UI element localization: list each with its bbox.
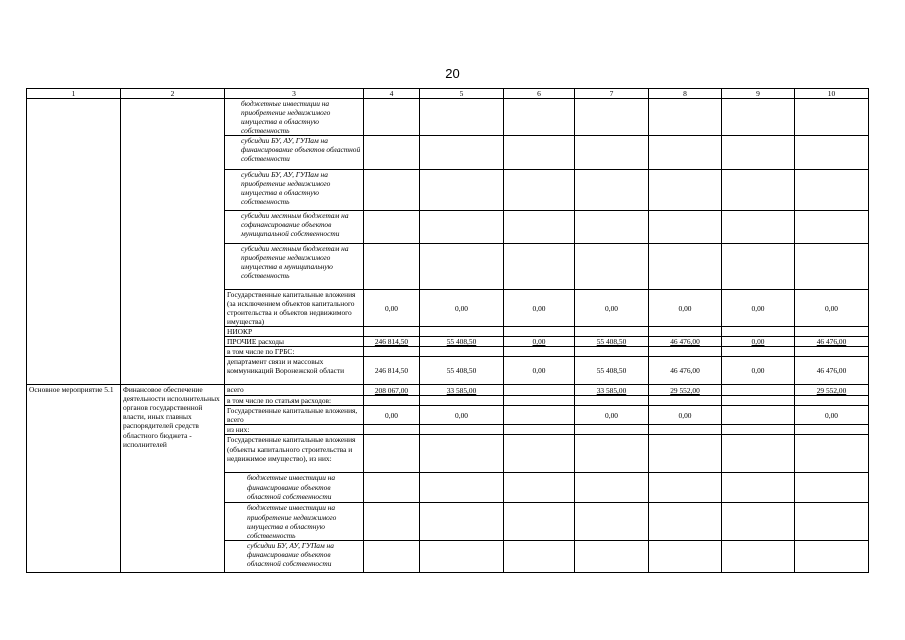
value-cell xyxy=(649,347,722,357)
value-cell xyxy=(649,211,722,244)
value-cell xyxy=(504,385,575,396)
value-cell xyxy=(504,170,575,211)
value-cell xyxy=(575,540,649,572)
value-cell xyxy=(722,211,795,244)
value-cell xyxy=(795,473,869,503)
value-cell xyxy=(795,435,869,473)
value-cell xyxy=(795,99,869,136)
value-cell xyxy=(364,347,420,357)
value-cell: 246 814,50 xyxy=(364,357,420,385)
value-cell xyxy=(649,136,722,170)
value-cell xyxy=(504,425,575,435)
row-label: Государственные капитальные вложения, всего xyxy=(225,406,364,425)
page-number: 20 xyxy=(445,66,460,81)
value-cell: 0,00 xyxy=(575,406,649,425)
value-cell xyxy=(649,540,722,572)
value-cell: 46 476,00 xyxy=(795,337,869,347)
value-cell xyxy=(795,396,869,406)
value-cell xyxy=(504,503,575,540)
value-cell: 0,00 xyxy=(420,406,504,425)
row-label: субсидии БУ, АУ, ГУПам на финансирование объектов областной собственности xyxy=(225,136,364,170)
value-cell xyxy=(420,503,504,540)
value-cell xyxy=(364,99,420,136)
column-header-9: 9 xyxy=(722,89,795,99)
value-cell xyxy=(722,136,795,170)
value-cell xyxy=(795,425,869,435)
value-cell: 46 476,00 xyxy=(649,357,722,385)
value-cell xyxy=(722,473,795,503)
value-cell xyxy=(795,170,869,211)
value-cell xyxy=(420,396,504,406)
value-cell: 0,00 xyxy=(504,290,575,327)
value-cell xyxy=(420,170,504,211)
value-cell xyxy=(504,473,575,503)
column-header-2: 2 xyxy=(121,89,225,99)
value-cell: 246 814,50 xyxy=(364,337,420,347)
value-cell xyxy=(420,473,504,503)
value-cell: 0,00 xyxy=(795,290,869,327)
value-cell: 46 476,00 xyxy=(649,337,722,347)
value-cell xyxy=(420,244,504,290)
value-cell xyxy=(420,136,504,170)
value-cell xyxy=(722,425,795,435)
value-cell xyxy=(575,99,649,136)
column-header-1: 1 xyxy=(27,89,121,99)
activity-name: Финансовое обеспечение деятельности исполнительных органов государственной власти, иных главных распорядителей средств областного бюджета - исполнителей xyxy=(121,385,225,572)
value-cell xyxy=(364,244,420,290)
value-cell: 0,00 xyxy=(722,290,795,327)
value-cell xyxy=(420,327,504,337)
row-label: бюджетные инвестиции на приобретение недвижимого имущества в областную собственность xyxy=(225,99,364,136)
value-cell: 46 476,00 xyxy=(795,357,869,385)
activity-number: Основное мероприятие 5.1 xyxy=(27,385,121,572)
value-cell xyxy=(364,435,420,473)
value-cell xyxy=(420,435,504,473)
value-cell: 0,00 xyxy=(420,290,504,327)
value-cell xyxy=(575,327,649,337)
value-cell xyxy=(364,327,420,337)
row-label: Государственные капитальные вложения (объекты капитального строительства и недвижимое имущество), из них: xyxy=(225,435,364,473)
value-cell xyxy=(649,244,722,290)
value-cell xyxy=(504,540,575,572)
value-cell xyxy=(504,406,575,425)
value-cell: 0,00 xyxy=(649,406,722,425)
column-1-cell xyxy=(27,99,121,385)
value-cell xyxy=(795,540,869,572)
row-label: бюджетные инвестиции на финансирование объектов областной собственности xyxy=(225,473,364,503)
row-label: ПРОЧИЕ расходы xyxy=(225,337,364,347)
value-cell xyxy=(722,327,795,337)
value-cell: 0,00 xyxy=(364,406,420,425)
column-2-cell xyxy=(121,99,225,385)
value-cell xyxy=(795,211,869,244)
value-cell xyxy=(420,211,504,244)
value-cell xyxy=(649,396,722,406)
value-cell xyxy=(795,136,869,170)
value-cell: 208 067,00 xyxy=(364,385,420,396)
value-cell xyxy=(722,503,795,540)
value-cell xyxy=(575,435,649,473)
value-cell xyxy=(649,99,722,136)
value-cell xyxy=(722,406,795,425)
value-cell: 33 585,00 xyxy=(575,385,649,396)
value-cell xyxy=(364,170,420,211)
row-label: субсидии БУ, АУ, ГУПам на финансирование объектов областной собственности xyxy=(225,540,364,572)
value-cell xyxy=(722,435,795,473)
row-label: субсидии местным бюджетам на софинансирование объектов муниципальной собственности xyxy=(225,211,364,244)
column-header-8: 8 xyxy=(649,89,722,99)
value-cell xyxy=(420,347,504,357)
row-label: департамент связи и массовых коммуникаций Воронежской области xyxy=(225,357,364,385)
value-cell xyxy=(649,425,722,435)
value-cell xyxy=(649,473,722,503)
value-cell xyxy=(795,327,869,337)
value-cell xyxy=(795,244,869,290)
value-cell: 0,00 xyxy=(504,337,575,347)
value-cell xyxy=(722,347,795,357)
value-cell xyxy=(575,425,649,435)
value-cell xyxy=(575,503,649,540)
value-cell xyxy=(722,385,795,396)
value-cell: 0,00 xyxy=(649,290,722,327)
value-cell xyxy=(504,136,575,170)
value-cell xyxy=(575,136,649,170)
value-cell xyxy=(575,396,649,406)
value-cell: 0,00 xyxy=(722,357,795,385)
value-cell: 55 408,50 xyxy=(420,357,504,385)
value-cell: 0,00 xyxy=(364,290,420,327)
table-row xyxy=(27,385,869,396)
value-cell: 0,00 xyxy=(504,357,575,385)
value-cell xyxy=(575,244,649,290)
value-cell xyxy=(575,211,649,244)
value-cell xyxy=(504,396,575,406)
value-cell xyxy=(722,540,795,572)
value-cell xyxy=(364,425,420,435)
value-cell: 33 585,00 xyxy=(420,385,504,396)
row-label: субсидии БУ, АУ, ГУПам на приобретение недвижимого имущества в областную собственность xyxy=(225,170,364,211)
budget-table xyxy=(26,88,869,573)
row-label: всего xyxy=(225,385,364,396)
value-cell xyxy=(504,327,575,337)
value-cell: 29 552,00 xyxy=(649,385,722,396)
value-cell xyxy=(722,244,795,290)
value-cell xyxy=(364,211,420,244)
value-cell xyxy=(364,540,420,572)
header-row xyxy=(27,89,869,99)
value-cell xyxy=(649,170,722,211)
row-label: НИОКР xyxy=(225,327,364,337)
row-label: из них: xyxy=(225,425,364,435)
value-cell xyxy=(504,347,575,357)
value-cell xyxy=(722,99,795,136)
value-cell: 0,00 xyxy=(722,337,795,347)
value-cell xyxy=(504,435,575,473)
value-cell: 29 552,00 xyxy=(795,385,869,396)
value-cell: 0,00 xyxy=(795,406,869,425)
value-cell xyxy=(364,396,420,406)
value-cell: 55 408,50 xyxy=(575,337,649,347)
value-cell xyxy=(722,170,795,211)
value-cell xyxy=(795,503,869,540)
value-cell xyxy=(420,425,504,435)
value-cell xyxy=(504,99,575,136)
column-header-6: 6 xyxy=(504,89,575,99)
value-cell: 55 408,50 xyxy=(575,357,649,385)
table-row xyxy=(27,99,869,136)
value-cell xyxy=(504,244,575,290)
value-cell: 55 408,50 xyxy=(420,337,504,347)
row-label: бюджетные инвестиции на приобретение недвижимого имущества в областную собственность xyxy=(225,503,364,540)
column-header-5: 5 xyxy=(420,89,504,99)
value-cell xyxy=(575,473,649,503)
value-cell xyxy=(575,170,649,211)
value-cell xyxy=(649,503,722,540)
value-cell xyxy=(649,327,722,337)
value-cell xyxy=(420,99,504,136)
column-header-4: 4 xyxy=(364,89,420,99)
value-cell xyxy=(420,540,504,572)
row-label: субсидии местным бюджетам на приобретение недвижимого имущества в муниципальную собственность xyxy=(225,244,364,290)
value-cell xyxy=(364,473,420,503)
value-cell xyxy=(504,211,575,244)
row-label: в том числе по статьям расходов: xyxy=(225,396,364,406)
value-cell: 0,00 xyxy=(575,290,649,327)
column-header-7: 7 xyxy=(575,89,649,99)
value-cell xyxy=(575,347,649,357)
value-cell xyxy=(364,503,420,540)
value-cell xyxy=(649,435,722,473)
value-cell xyxy=(364,136,420,170)
value-cell xyxy=(795,347,869,357)
row-label: в том числе по ГРБС: xyxy=(225,347,364,357)
column-header-10: 10 xyxy=(795,89,869,99)
column-header-3: 3 xyxy=(225,89,364,99)
row-label: Государственные капитальные вложения (за исключением объектов капитального строительства и объектов недвижимого имущества) xyxy=(225,290,364,327)
value-cell xyxy=(722,396,795,406)
